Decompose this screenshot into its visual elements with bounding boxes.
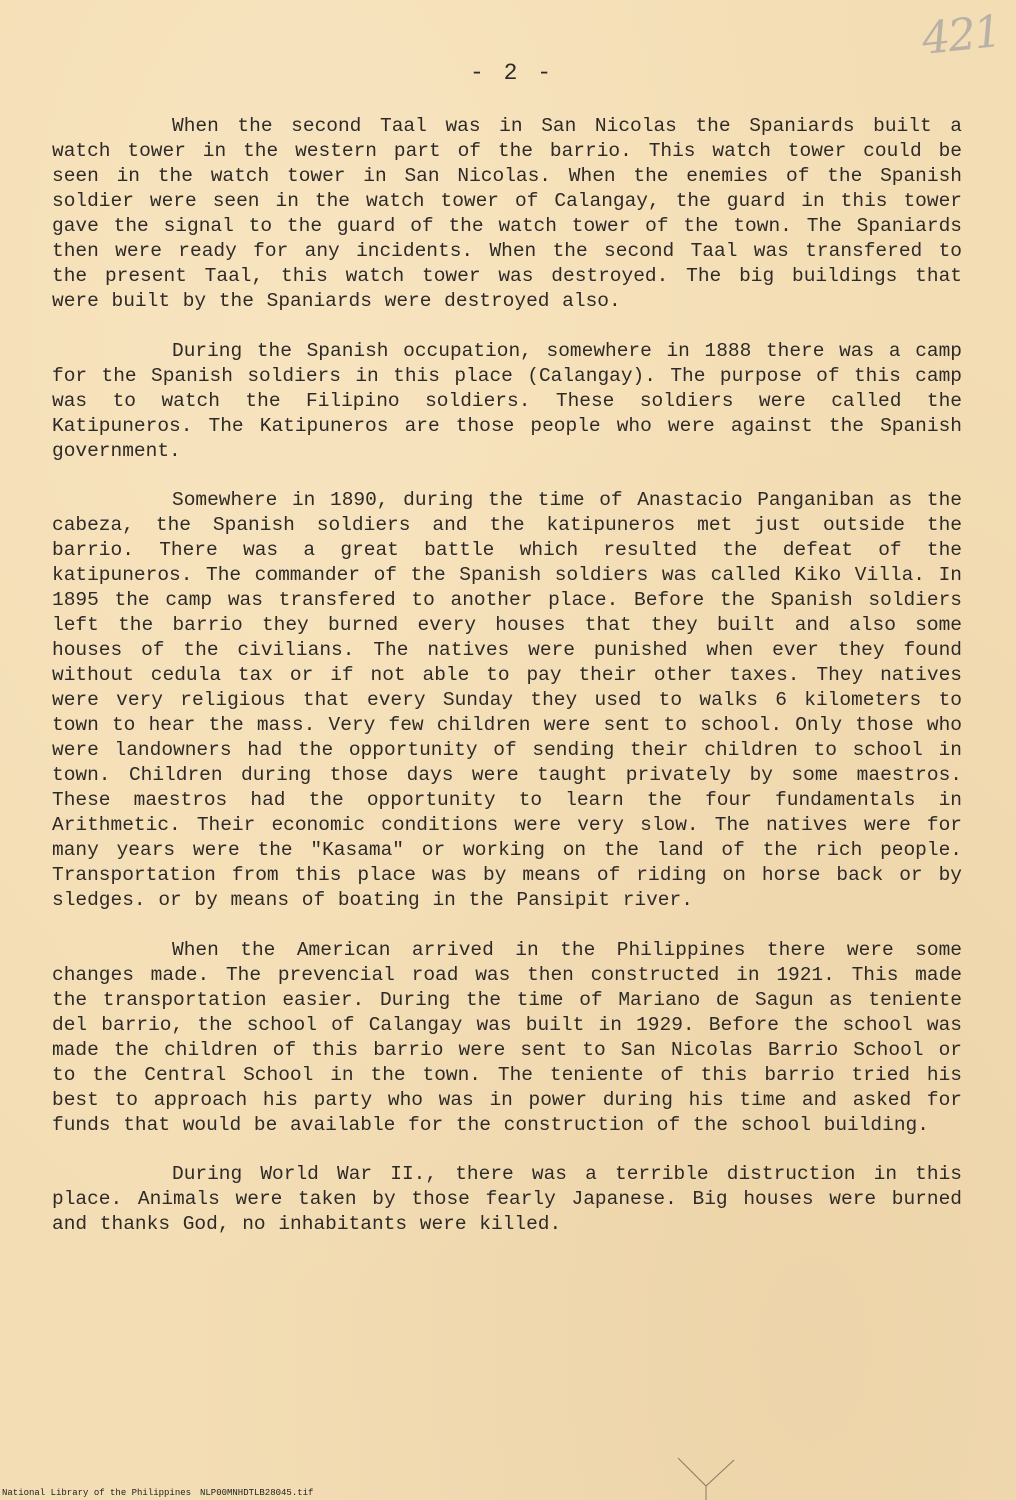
footer-file-name: NLP00MNHDTLB28045.tif [200,1488,314,1498]
paragraph-battle-1890: Somewhere in 1890, during the time of Anastacio Panganiban as the cabeza, the Spanish soldiers and the katipuneros met just outside the barrio. There was a great battle which resulted the defeat of the katipuneros. The commander of the Spanish soldiers was called Kiko Villa. In 1895 the camp was transfered to another place. Before the Spanish soldiers left the barrio they burned every houses that they built and also some houses of the civilians. The natives were punished when ever they found without cedula tax or if not able to pay their other taxes. They natives were very religious that every Sunday they used to walks 6 kilometers to town to hear the mass. Very few children were sent to school. Only those who were landowners had the opportunity of sending their children to school in town. Children during those days were taught privately by some maestros. These maestros had the opportunity to learn the four fundamentals in Arithmetic. Their economic conditions were very slow. The natives were for many years were the "Kasama" or working on the land of the rich people. Transportation from this place was by means of riding on horse back or by sledges. or by means of boating in the Pansipit river. [52,489,962,911]
footer-library-name: National Library of the Philippines [2,1488,192,1498]
paragraph-american-period: When the American arrived in the Philippines there were some changes made. The prevencial road was then constructed in 1921. This made the transportation easier. During the time of Mariano de Sagun as teniente del barrio, the school of Calangay was built in 1929. Before the school was made the children of this barrio were sent to San Nicolas Barrio School or to the Central School in the town. The teniente of this barrio tried his best to approach his party who was in power during his time and asked for funds that would be available for the construction of the school building. [52,938,962,1136]
page-corner-crease [676,1456,736,1500]
paragraph-world-war-ii: During World War II., there was a terrible distruction in this place. Animals were taken by those fearly Japanese. Big houses were burned and thanks God, no inhabitants were killed. [52,1163,962,1235]
paragraph-watch-tower: When the second Taal was in San Nicolas the Spaniards built a watch tower in the western part of the barrio. This watch tower could be seen in the watch tower in San Nicolas. When the enemies of the Spanish soldier were seen in the watch tower of Calangay, the guard in this tower gave the signal to the guard of the watch tower of the town. The Spaniards then were ready for any incidents. When the second Taal was transfered to the present Taal, this watch tower was destroyed. The big buildings that were built by the Spaniards were destroyed also. [52,115,962,312]
handwritten-page-number: 421 [919,6,1003,65]
page-number: - 2 - [470,60,555,86]
document-body [52,114,962,1262]
paragraph-spanish-camp: During the Spanish occupation, somewhere in 1888 there was a camp for the Spanish soldiers in this place (Calangay). The purpose of this camp was to watch the Filipino soldiers. These soldiers were called the Katipuneros. The Katipuneros are those people who were against the Spanish government. [52,339,962,462]
